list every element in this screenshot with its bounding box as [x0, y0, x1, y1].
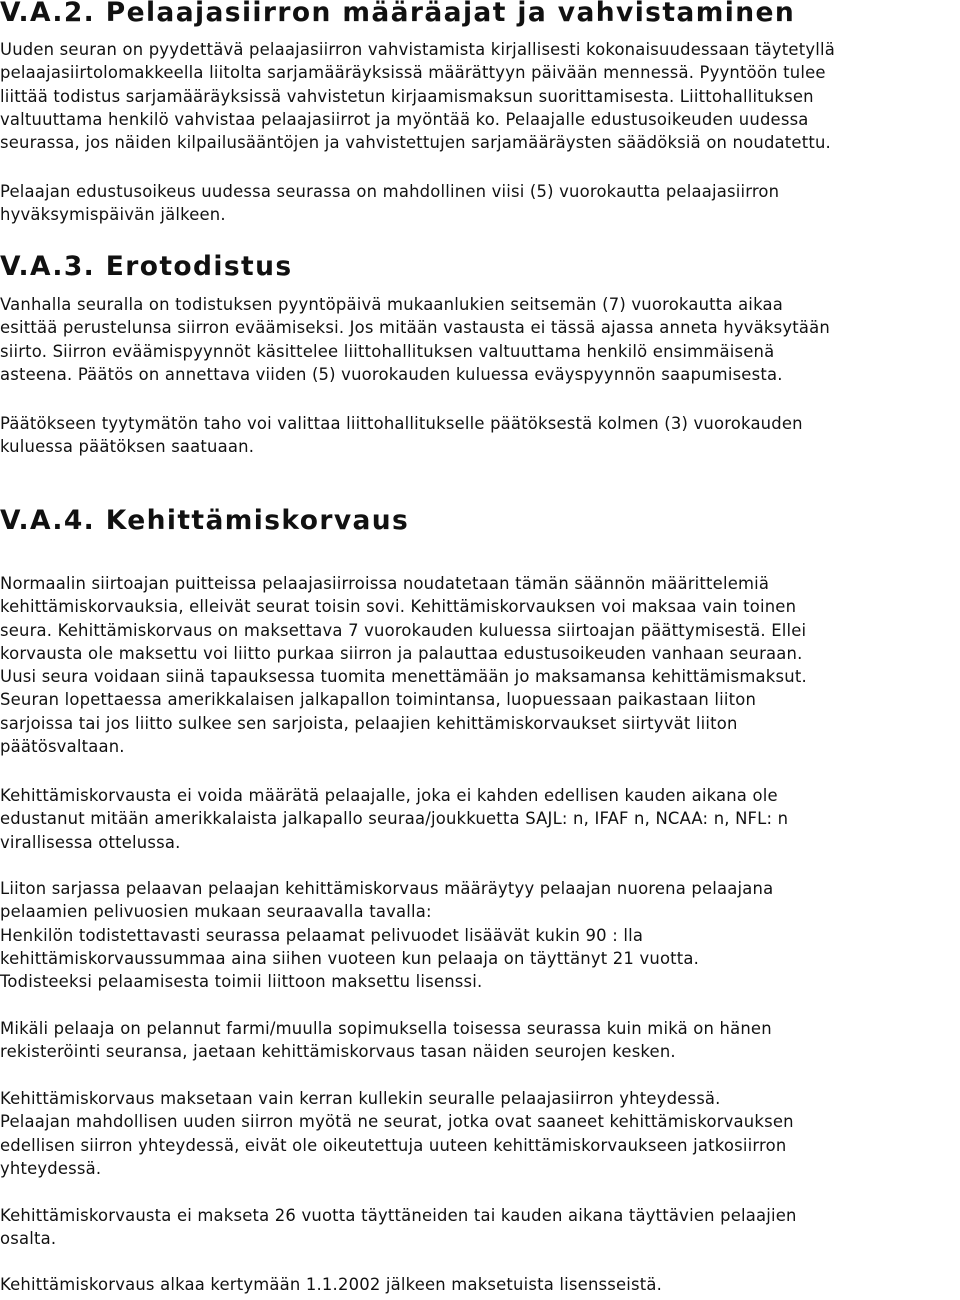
text-line: Pelaajan edustusoikeus uudessa seurassa on mahdollinen viisi (5) vuorokautta pelaajasiirron: [0, 182, 780, 201]
text-line: siirto. Siirron eväämispyynnöt käsittelee liittohallituksen valtuuttama henkilö ensimmäisenä: [0, 341, 775, 361]
text-line: Päätökseen tyytymätön taho voi valittaa liittohallitukselle päätöksestä kolmen (3) vuorokauden: [0, 414, 803, 433]
text-line: seura. Kehittämiskorvaus on maksettava 7 vuorokauden kuluessa siirtoajan päättymisestä. Ellei: [0, 620, 807, 640]
text-line: Liiton sarjassa pelaavan pelaajan kehittämiskorvaus määräytyy pelaajan nuorena pelaajana: [0, 879, 774, 898]
text-line: virallisessa ottelussa.: [0, 832, 181, 852]
paragraph: [0, 784, 788, 854]
text-line: pelaajasiirtolomakkeella liitolta sarjamääräyksissä määrättyyn päivään mennessä. Pyyntöön tulee: [0, 63, 826, 83]
text-line: Seuran lopettaessa amerikkalaisen jalkapallon toimintansa, luopuessaan paikastaan liiton: [0, 690, 757, 710]
text-line: kehittämiskorvauksia, elleivät seurat toisin sovi. Kehittämiskorvauksen voi maksaa vain toinen: [0, 597, 797, 617]
text-line: liittää todistus sarjamääräyksissä vahvistetun kirjaamismaksun suorittamisesta. Liittohallituksen: [0, 86, 814, 106]
text-line: edellisen siirron yhteydessä, eivät ole oikeutettuja uuteen kehittämiskorvaukseen jatkosiirron: [0, 1135, 787, 1155]
text-line: Kehittämiskorvausta ei makseta 26 vuotta täyttäneiden tai kauden aikana täyttävien pelaajien: [0, 1206, 797, 1225]
text-line: Uuden seuran on pyydettävä pelaajasiirron vahvistamista kirjallisesti kokonaisuudessaan täytetyllä: [0, 40, 835, 59]
text-line: korvausta ole maksettu voi liitto purkaa siirron ja palauttaa edustusoikeuden vanhaan seuraan.: [0, 643, 803, 663]
text-line: kehittämiskorvaussummaa aina siihen vuoteen kun pelaaja on täyttänyt 21 vuotta.: [0, 948, 700, 968]
section-heading-va2: V.A.2. Pelaajasiirron määräajat ja vahvistaminen: [0, 0, 796, 28]
text-line: Kehittämiskorvausta ei voida määrätä pelaajalle, joka ei kahden edellisen kauden aikana ole: [0, 786, 778, 805]
text-line: esittää perustelunsa siirron eväämiseksi. Jos mitään vastausta ei tässä ajassa anneta hyväksytään: [0, 318, 830, 338]
paragraph: [0, 412, 803, 459]
paragraph: [0, 180, 779, 227]
section-heading-va3: V.A.3. Erotodistus: [0, 251, 293, 282]
text-line: Uusi seura voidaan siinä tapauksessa tuomita menettämään jo maksamansa kehittämismaksut.: [0, 667, 807, 687]
paragraph: [0, 38, 835, 154]
text-line: sarjoissa tai jos liitto sulkee sen sarjoista, pelaajien kehittämiskorvaukset siirtyvät liiton: [0, 713, 738, 733]
text-line: pelaamien pelivuosien mukaan seuraavalla tavalla:: [0, 902, 432, 922]
text-line: Henkilön todistettavasti seurassa pelaamat pelivuodet lisäävät kukin 90 : lla: [0, 925, 644, 945]
text-line: Normaalin siirtoajan puitteissa pelaajasiirroissa noudatetaan tämän säännön määrittelemiä: [0, 574, 770, 593]
paragraph: [0, 572, 807, 758]
paragraph: [0, 1204, 797, 1251]
text-line: Vanhalla seuralla on todistuksen pyyntöpäivä mukaanlukien seitsemän (7) vuorokautta aikaa: [0, 295, 783, 314]
paragraph: [0, 293, 830, 386]
paragraph: [0, 1017, 772, 1064]
text-line: hyväksymispäivän jälkeen.: [0, 205, 226, 225]
text-line: seurassa, jos näiden kilpailusääntöjen ja vahvistettujen sarjamääräysten säädöksiä on noudatettu.: [0, 133, 831, 153]
text-line: Todisteeksi pelaamisesta toimii liittoon maksettu lisenssi.: [0, 972, 483, 992]
text-line: Kehittämiskorvaus alkaa kertymään 1.1.2002 jälkeen maksetuista lisensseistä.: [0, 1275, 663, 1294]
text-line: rekisteröinti seuransa, jaetaan kehittämiskorvaus tasan näiden seurojen kesken.: [0, 1042, 676, 1062]
text-line: Mikäli pelaaja on pelannut farmi/muulla sopimuksella toisessa seurassa kuin mikä on hänen: [0, 1019, 772, 1038]
text-line: päätösvaltaan.: [0, 737, 125, 757]
paragraph: [0, 1087, 794, 1180]
paragraph: [0, 1273, 662, 1296]
text-line: Kehittämiskorvaus maksetaan vain kerran kullekin seuralle pelaajasiirron yhteydessä.: [0, 1089, 721, 1108]
text-line: yhteydessä.: [0, 1158, 102, 1178]
text-line: edustanut mitään amerikkalaista jalkapallo seuraa/joukkuetta SAJL: n, IFAF n, NCAA: n, NFL: n: [0, 809, 789, 829]
text-line: Pelaajan mahdollisen uuden siirron myötä ne seurat, jotka ovat saaneet kehittämiskorvauksen: [0, 1112, 794, 1132]
text-line: valtuuttama henkilö vahvistaa pelaajasiirrot ja myöntää ko. Pelaajalle edustusoikeuden uudessa: [0, 109, 809, 129]
text-line: asteena. Päätös on annettava viiden (5) vuorokauden kuluessa eväyspyynnön saapumisesta.: [0, 364, 783, 384]
paragraph: [0, 877, 773, 993]
section-heading-va4: V.A.4. Kehittämiskorvaus: [0, 505, 410, 536]
text-line: osalta.: [0, 1229, 57, 1249]
text-line: kuluessa päätöksen saatuaan.: [0, 437, 255, 457]
